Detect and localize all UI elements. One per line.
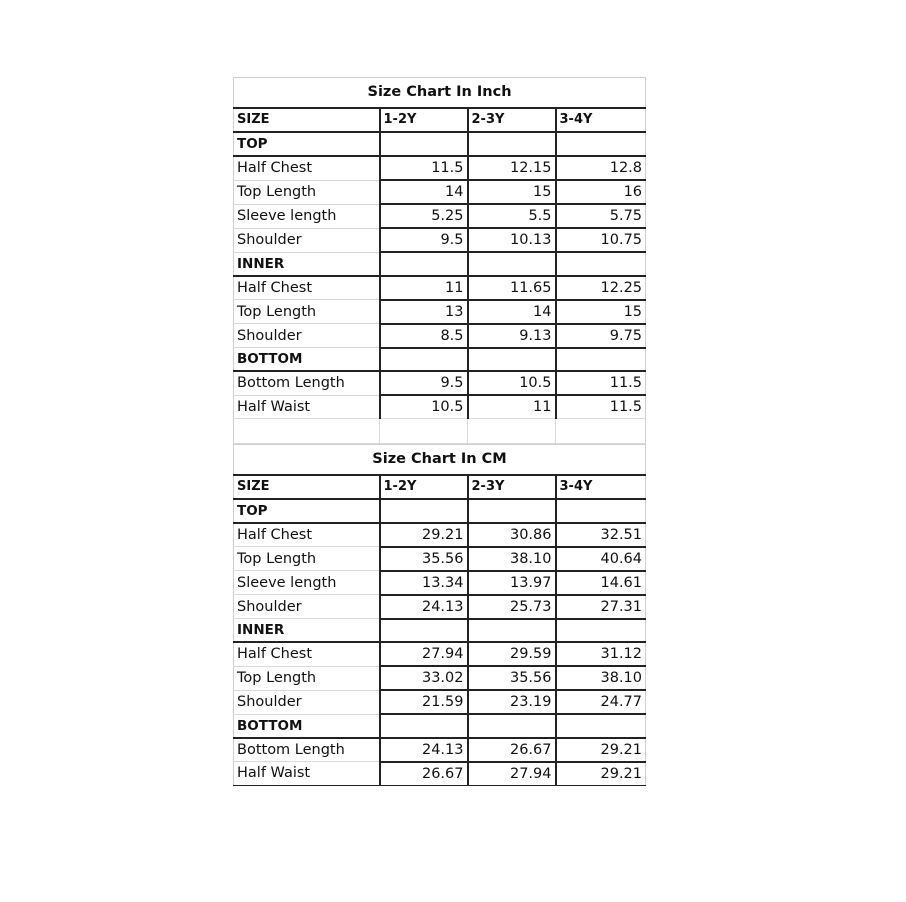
measurement-value: 9.13 [468,324,556,348]
measurement-value: 11.65 [468,276,556,300]
measurement-label: Top Length [234,300,380,324]
measurement-value: 10.75 [556,228,646,252]
measurement-value: 12.25 [556,276,646,300]
measurement-value: 24.13 [380,595,468,619]
measurement-value: 12.8 [556,156,646,180]
cm-size-table [233,444,646,786]
measurement-label: Half Chest [234,642,380,666]
age-header: 3-4Y [556,108,646,132]
age-header: 1-2Y [380,475,468,499]
measurement-value: 10.13 [468,228,556,252]
measurement-value: 14.61 [556,571,646,595]
measurement-value: 14 [380,180,468,204]
measurement-value: 38.10 [556,666,646,690]
measurement-label: Half Waist [234,762,380,786]
measurement-value: 11 [468,395,556,419]
measurement-value: 30.86 [468,523,556,547]
blank-row [234,419,646,443]
section-row [234,714,646,738]
empty-cell [468,252,556,276]
measurement-value: 40.64 [556,547,646,571]
chart-title-row [234,78,646,109]
size-chart-sheet [233,77,645,786]
table-row [234,666,646,690]
table-row [234,738,646,762]
measurement-value: 26.67 [380,762,468,786]
table-row [234,324,646,348]
empty-cell [468,348,556,372]
header-row [234,475,646,499]
empty-cell [380,348,468,372]
measurement-label: Top Length [234,180,380,204]
measurement-label: Bottom Length [234,371,380,395]
measurement-value: 35.56 [468,666,556,690]
measurement-label: Half Chest [234,523,380,547]
table-row [234,642,646,666]
measurement-value: 32.51 [556,523,646,547]
table-row [234,204,646,228]
measurement-value: 27.94 [380,642,468,666]
measurement-value: 14 [468,300,556,324]
section-name: TOP [234,132,380,156]
table-row [234,762,646,786]
measurement-value: 9.5 [380,228,468,252]
measurement-value: 29.21 [380,523,468,547]
inch-size-table [233,77,646,419]
measurement-value: 29.21 [556,738,646,762]
empty-cell [556,714,646,738]
measurement-label: Bottom Length [234,738,380,762]
measurement-value: 25.73 [468,595,556,619]
measurement-value: 35.56 [380,547,468,571]
measurement-value: 8.5 [380,324,468,348]
chart-title: Size Chart In CM [234,444,646,475]
measurement-value: 11 [380,276,468,300]
empty-cell [556,619,646,643]
section-row [234,132,646,156]
table-row [234,547,646,571]
measurement-value: 15 [468,180,556,204]
section-row [234,499,646,523]
table-row [234,395,646,419]
measurement-label: Half Chest [234,276,380,300]
measurement-value: 9.5 [380,371,468,395]
measurement-label: Shoulder [234,228,380,252]
empty-cell [468,499,556,523]
measurement-value: 9.75 [556,324,646,348]
empty-cell [556,132,646,156]
measurement-value: 13.97 [468,571,556,595]
section-row [234,348,646,372]
measurement-value: 13.34 [380,571,468,595]
empty-cell [468,619,556,643]
table-row [234,371,646,395]
measurement-value: 5.75 [556,204,646,228]
table-row [234,571,646,595]
empty-cell [380,714,468,738]
measurement-value: 13 [380,300,468,324]
measurement-value: 24.13 [380,738,468,762]
measurement-value: 27.31 [556,595,646,619]
section-name: TOP [234,499,380,523]
table-row [234,595,646,619]
measurement-value: 29.59 [468,642,556,666]
section-name: INNER [234,252,380,276]
measurement-label: Sleeve length [234,204,380,228]
age-header: 1-2Y [380,108,468,132]
section-name: BOTTOM [234,348,380,372]
measurement-value: 11.5 [380,156,468,180]
table-row [234,180,646,204]
age-header: 3-4Y [556,475,646,499]
empty-cell [468,132,556,156]
table-row [234,228,646,252]
measurement-label: Top Length [234,547,380,571]
table-row [234,276,646,300]
measurement-value: 33.02 [380,666,468,690]
measurement-value: 26.67 [468,738,556,762]
section-name: BOTTOM [234,714,380,738]
chart-title-row [234,444,646,475]
measurement-label: Shoulder [234,595,380,619]
size-header: SIZE [234,475,380,499]
measurement-value: 11.5 [556,371,646,395]
measurement-value: 23.19 [468,690,556,714]
age-header: 2-3Y [468,475,556,499]
measurement-value: 11.5 [556,395,646,419]
table-row [234,156,646,180]
empty-cell [380,132,468,156]
table-row [234,523,646,547]
measurement-value: 15 [556,300,646,324]
measurement-value: 27.94 [468,762,556,786]
measurement-value: 10.5 [468,371,556,395]
spacer-rows [233,419,646,444]
measurement-value: 21.59 [380,690,468,714]
measurement-label: Half Waist [234,395,380,419]
empty-cell [468,714,556,738]
measurement-label: Sleeve length [234,571,380,595]
measurement-value: 5.5 [468,204,556,228]
chart-title: Size Chart In Inch [234,78,646,109]
section-name: INNER [234,619,380,643]
measurement-value: 29.21 [556,762,646,786]
table-row [234,690,646,714]
measurement-value: 10.5 [380,395,468,419]
empty-cell [380,619,468,643]
header-row [234,108,646,132]
empty-cell [556,252,646,276]
measurement-label: Shoulder [234,690,380,714]
empty-cell [556,348,646,372]
section-row [234,252,646,276]
size-header: SIZE [234,108,380,132]
measurement-value: 12.15 [468,156,556,180]
empty-cell [380,252,468,276]
table-row [234,300,646,324]
measurement-value: 31.12 [556,642,646,666]
age-header: 2-3Y [468,108,556,132]
measurement-value: 16 [556,180,646,204]
measurement-value: 5.25 [380,204,468,228]
measurement-label: Top Length [234,666,380,690]
measurement-label: Shoulder [234,324,380,348]
empty-cell [556,499,646,523]
measurement-value: 38.10 [468,547,556,571]
section-row [234,619,646,643]
empty-cell [380,499,468,523]
measurement-value: 24.77 [556,690,646,714]
measurement-label: Half Chest [234,156,380,180]
